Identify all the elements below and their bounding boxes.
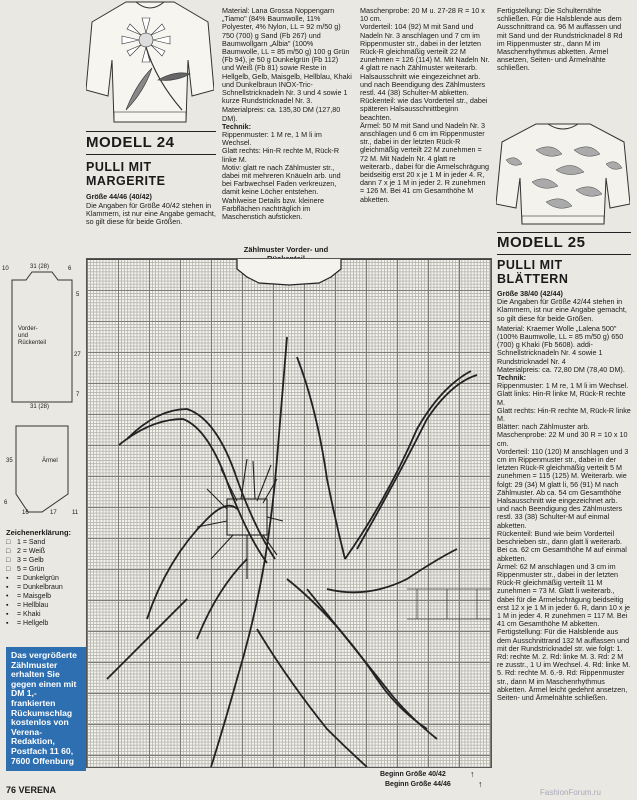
sweater-margerite-illustration (86, 0, 214, 128)
schematic-sleeve-label: Ärmel (42, 458, 58, 464)
schematic-sleeve-dim-1: 35 (6, 458, 13, 464)
model-25-rippen: Rippenmuster: 1 M re, 1 M li im Wechsel. (497, 381, 629, 391)
legend-label: 1 = Sand (17, 539, 46, 546)
legend-label: = Maisgelb (17, 593, 52, 600)
model-24-subtitle-1: PULLI MIT (86, 160, 152, 174)
model-24-technik: Technik: (222, 121, 252, 131)
legend-item (6, 610, 84, 619)
legend-label: = Hellblau (17, 602, 49, 609)
legend-item (6, 574, 84, 583)
model-25-text-column (497, 290, 631, 702)
legend-symbol: ▪ (6, 584, 9, 591)
schematic-side-dim-2: 27 (74, 352, 81, 358)
schematic-sleeve-dim-4: 17 (50, 510, 57, 516)
legend-symbol: ▪ (6, 602, 9, 609)
model-25-subtitle-2: BLÄTTERN (497, 272, 569, 286)
legend-symbol: □ (6, 557, 11, 564)
model-24-maschenprobe: Maschenprobe: 20 M u. 27-28 R = 10 x 10 cm. (360, 6, 485, 24)
legend-list (6, 538, 84, 628)
model-24-vorderteil: Vorderteil: 104 (92) M mit Sand und Nadeln Nr. 3 anschlagen und 7 cm im Rippenmuster str., dabei in der letzten Rück-R gleichmäßig verteilt 22 M zunehmen = 126 (114) M. Mit Nadeln Nr. 4 glatt re nach Zählmuster weiterarb. Halsausschnitt wie eingezeichnet arb. und nach Beendigung des Zählmusters restl. 44 (38) Schulter-M abketten. (360, 22, 490, 98)
site-watermark: FashionForum.ru (540, 788, 601, 797)
model-25-price: Materialpreis: ca. 72,80 DM (78,40 DM). (497, 364, 625, 374)
model-24-rippen: Rippenmuster: 1 M re, 1 M li im Wechsel. (222, 130, 322, 148)
schematic-top-dim-3: 6 (68, 266, 72, 272)
legend-item (6, 583, 84, 592)
model-24-material: Material: Lana Grossa Noppengarn „Tiamo" (84% Baumwolle, 11% Polyester, 4% Nylon, LL = 92 m/50 g) 750 (700) g Sand (Fb 267) und Baumwollgarn „Albia" (100% Baumwolle, LL = 85 m/50 g) 100 g Grün (Fb 94), je 50 g Dunkelgrün (Fb 112) und Weiß (Fb 81) sowie Reste in Hellgelb, Gelb, Maisgelb, Hellblau, Khaki und Dunkelbraun INOX-Tric-Schnellstricknadeln Nr. 3 und 4 sowie 1 kurze Rundstricknadel Nr. 3. (222, 6, 352, 106)
model-25-aermel: Ärmel: 62 M anschlagen und 3 cm im Rippenmuster str., dabei in der letzten Rück-R gleichmäßig verteilt 11 M zunehmen = 73 M. Glatt li weiterarb., dabei für die Ärmelschrägung beidseitig erst 12 x je 1 M in jeder 6. R, dann 10 x je 1 M in jeder 4. R zunehmen = 117 M. Bei 41 cm Gesamthöhe M abketten. (497, 561, 631, 629)
schematic-sleeve-dim-5: 11 (72, 510, 79, 516)
model-25-material: Material: Kraemer Wolle „Lalena 500" (100% Baumwolle, LL = 85 m/50 g) 650 (700) g Khaki (Fb 5608). addi-Schnellstricknadeln Nr. 4 sowie 1 Rundstricknadel Nr. 4 (497, 323, 624, 366)
model-24-size-label: Größe 44/46 (40/42) (86, 192, 152, 201)
model-25-vorderteil: Vorderteil: 110 (120) M anschlagen und 3 cm im Rippenmuster str., dabei in der letzten Rück-R gleichmäßig verteilt 5 M zunehmen = 115 (125) M. Weiterarb. wie folgt: 29 (34) M glatt li, 56 (91) M nach Zählmuster. Ab ca. 54 cm Gesamthöhe Halsausschnitt wie eingezeichnet arb. und nach Beendigung des Zählmusters restl. 33 (38) Schulter-M auf einmal abketten. (497, 446, 629, 530)
model-25-glatt-rechts: Glatt rechts: Hin-R rechte M, Rück-R linke M. (497, 405, 631, 424)
schematic-body (2, 262, 82, 412)
legend-item (6, 601, 84, 610)
model-24-glatt: Glatt rechts: Hin-R rechte M, Rück-R linke M. (222, 146, 340, 164)
schematic-sleeve-dim-3: 16 (22, 510, 29, 516)
legend-label: = Hellgelb (17, 620, 49, 627)
legend-label: = Khaki (17, 611, 41, 618)
legend-label: = Dunkelbraun (17, 584, 63, 591)
notice-box: Das vergrößerte Zählmuster erhalten Sie gegen einen mit DM 1,- frankierten Rückumschlag kostenlos von Verena-Redaktion, Postfach 11 60, 7600 Offenburg (6, 647, 86, 771)
model-25-rueckenteil: Rückenteil: Bund wie beim Vorderteil beschrieben str., dann glatt li weiterarb. Bei ca. 62 cm Gesamthöhe M auf einmal abketten. (497, 528, 627, 563)
page-number: 76 VERENA (6, 785, 57, 795)
legend-title: Zeichenerklärung: (6, 528, 72, 537)
begin-arrow-icon-2: ↑ (478, 779, 483, 789)
model-24-fertigstellung: Fertigstellung: Die Schulternähte schließen. Für die Halsblende aus dem Ausschnittrand ca. 96 M auffassen und mit Sand und der Rundstricknadel 8 Rd im Rippenmuster str., dann M im Maschenrhythmus abketten. Ärmel ansetzen, Seiten- und Ärmelnähte schließen. (497, 6, 623, 73)
legend-item (6, 619, 84, 628)
model-25-title: MODELL 25 (497, 234, 586, 251)
model-24-text-column-1 (222, 7, 352, 221)
schematic-bottom-dim: 31 (28) (30, 404, 50, 410)
model-24-aermel: Ärmel: 50 M mit Sand und Nadeln Nr. 3 anschlagen und 6 cm im Rippenmuster str., dabei in der letzten Rück-R gleichmäßig verteilt 22 M zunehmen = 72 M. Mit Nadeln Nr. 4 glatt re weiterarb., dabei für die Armelschrägung beidseitig erst 20 x je 1 M in jeder 4. R, dann 7 x je 1 M in jeder 2. R zunehmen = 126 M. Bei 41 cm Gesamthöhe M abketten. (360, 120, 490, 204)
model-24-rueckenteil: Rückenteil: wie das Vorderteil str., dabei späteren Halsausschnittbeginn beachten. (360, 96, 488, 122)
legend-item (6, 565, 84, 574)
begin-arrow-icon: ↑ (470, 769, 475, 779)
schematic-side-dim-1: 5 (76, 292, 80, 298)
schematic-side-dim-3: 7 (76, 392, 80, 398)
legend-symbol: ▪ (6, 620, 9, 627)
legend-symbol: □ (6, 539, 11, 546)
legend-item (6, 538, 84, 547)
schematic-sleeve (2, 418, 82, 518)
model-25-blaetter: Blätter: nach Zählmuster arb. (497, 422, 590, 432)
legend-item (6, 556, 84, 565)
model-24-text-column-2 (360, 7, 490, 204)
schematic-label-vorder: Vorder- (18, 326, 38, 332)
chart-begin-label-40-42: Beginn Größe 40/42 (380, 771, 446, 778)
model-24-price: Materialpreis: ca. 135,30 DM (127,80 DM). (222, 105, 341, 123)
model-25-fertig: Fertigstellung: Für die Halsblende aus dem Ausschnittrand 132 M auffassen und mit der Rundstricknadel str. wie folgt: 1. Rd: rechte M. 2. Rd: linke M. 3. Rd: 2 M re zusstr., 1 U im Wechsel. 4. Rd: linke M. 5. Rd: rechte M. 6.-9. Rd: Rippenmuster str., dann M im Maschenrhythmus abketten. Ärmel leicht gedehnt ansetzen, Seiten- und Ärmelnähte schließen. (497, 627, 631, 702)
legend-label: 3 = Gelb (17, 557, 44, 564)
model-24-size-text: Die Angaben für Größe 40/42 stehen in Klammern, ist nur eine Angabe gemacht, so gilt diese für beide Größen. (86, 201, 216, 227)
model-24-motiv: Motiv: glatt re nach Zählmuster str., dabei mit mehreren Knäueln arb. und bei Farbwechsel Faden verkreuzen, damit keine Löcher entstehen. Wahlweise Details bzw. kleinere Farbflächen nachträglich im Maschenstich aufsticken. (222, 162, 341, 222)
schematic-top-dim-2: 31 (28) (30, 264, 50, 270)
schematic-top-dim-1: 10 (2, 266, 9, 272)
model-25-glatt-links: Glatt links: Hin-R linke M, Rück-R rechte M. (497, 389, 626, 407)
chart-header-line-1: Zählmuster Vorder- und (243, 245, 329, 254)
model-25-maschenprobe: Maschenprobe: 22 M und 30 R = 10 x 10 cm. (497, 430, 628, 448)
model-24-subtitle-2: MARGERITE (86, 174, 166, 188)
model-25-subtitle-1: PULLI MIT (497, 258, 563, 272)
knitting-chart-grid (86, 258, 492, 768)
schematic-label-rueckenteil: Rückenteil (18, 340, 47, 346)
legend-label: = Dunkelgrün (17, 575, 59, 582)
schematic-label-und: und (18, 333, 29, 339)
legend-item (6, 547, 84, 556)
legend-item (6, 592, 84, 601)
legend (6, 528, 84, 628)
model-25-technik: Technik: (497, 373, 527, 383)
sweater-leaves-illustration (496, 120, 630, 230)
model-25-size-label: Größe 38/40 (42/44) (497, 289, 563, 298)
model-25-size-text: Die Angaben für Größe 42/44 stehen in Klammern, ist nur eine Angabe gemacht, so gilt diese für beide Größen. (497, 297, 627, 323)
schematic-body-label (18, 326, 46, 347)
legend-symbol: □ (6, 566, 11, 573)
schematic-sleeve-dim-2: 6 (4, 500, 8, 506)
legend-label: 2 = Weiß (17, 548, 46, 555)
legend-symbol: □ (6, 548, 11, 555)
legend-symbol: ▪ (6, 611, 9, 618)
legend-symbol: ▪ (6, 575, 9, 582)
model-24-title: MODELL 24 (86, 134, 175, 151)
chart-begin-label-44-46: Beginn Größe 44/46 (385, 781, 451, 788)
legend-label: 5 = Grün (17, 566, 45, 573)
legend-symbol: • (6, 593, 9, 600)
